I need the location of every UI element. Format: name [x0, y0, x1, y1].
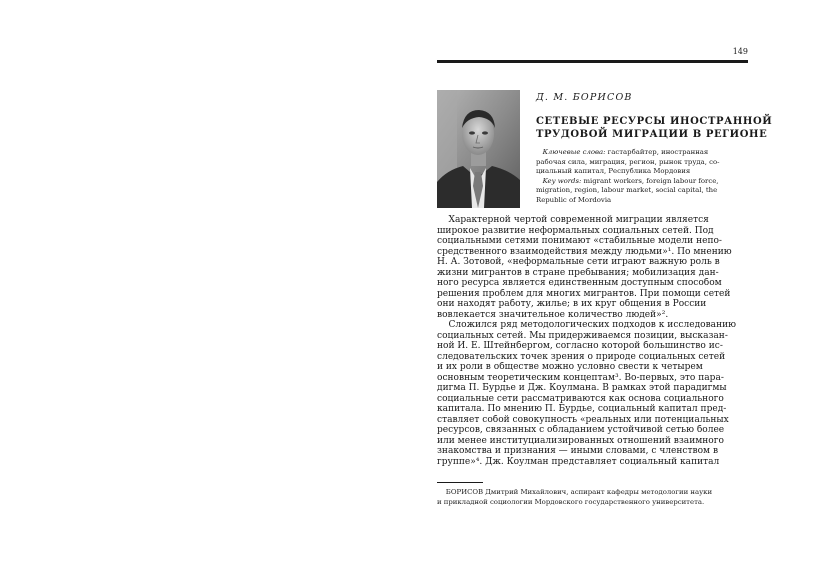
body-line: средственного взаимодействия между людьми»¹. По мнению	[437, 246, 732, 257]
body-line: ного ресурса является единственным доступным способом	[437, 278, 722, 288]
keywords-en-line	[536, 177, 748, 187]
body-line: знакомства и признания — иными словами, с членством в	[437, 446, 719, 456]
body-line: капитала. По мнению П. Бурдье, социальный капитал пред-	[437, 404, 727, 414]
body-line: жизни мигрантов в стране пребывания; мобилизация дан-	[437, 267, 719, 278]
body-line: решения проблем для многих мигрантов. При помощи сетей	[437, 288, 731, 299]
keywords-en-line: Republic of Mordovia	[536, 195, 612, 204]
keywords-en-label: Key words:	[542, 176, 582, 185]
body-line: социальных сетей. Мы придерживаемся позиции, высказан-	[437, 330, 728, 341]
body-line: ресурсов, связанных с обладанием устойчивой сетью более	[437, 425, 725, 435]
keywords-ru-label: Ключевые слова:	[542, 148, 606, 156]
keywords-block	[536, 148, 748, 205]
body-line: группе»⁴. Дж. Коулман представляет социальный капитал	[437, 456, 720, 467]
keywords-ru-line	[536, 148, 748, 158]
title-line: ТРУДОВОЙ МИГРАЦИИ В РЕГИОНЕ	[536, 128, 768, 140]
body-line: Н. А. Зотовой, «неформальные сети играют важную роль в	[437, 257, 720, 267]
header-rule	[437, 60, 748, 63]
body-line: широкое развитие неформальных социальных сетей. Под	[437, 225, 714, 236]
footnote-line: БОРИСОВ Дмитрий Михайлович, аспирант кафедры методологии науки	[437, 488, 713, 496]
article-title	[536, 116, 773, 141]
body-line: или менее институциализированных отношений взаимного	[437, 435, 724, 446]
body-line: ставляет собой совокупность «реальных или потенциальных	[437, 414, 729, 425]
body-line: и их роли в обществе можно условно свести к четырем	[437, 362, 703, 372]
author-name: Д. М. БОРИСОВ	[536, 92, 633, 103]
footnote-line: и прикладной социологии Мордовского государственного университета.	[437, 498, 705, 506]
keywords-en-text: migrant workers, foreign labour force,	[581, 176, 719, 185]
body-line: Характерной чертой современной миграции является	[437, 215, 709, 225]
title-line: СЕТЕВЫЕ РЕСУРСЫ ИНОСТРАННОЙ	[536, 116, 773, 127]
body-line: социальные сети рассматриваются как основа социального	[437, 393, 724, 404]
keywords-en-line: migration, region, labour market, social capital, the	[536, 186, 718, 194]
body-line: основным теоретическим концептам³. Во-первых, это пара-	[437, 372, 724, 383]
body-line: они находят работу, жилье; в их круг общения в России	[437, 299, 707, 309]
body-line: ной И. Е. Штейнбергом, согласно которой большинство ис-	[437, 341, 723, 351]
body-line: социальными сетями понимают «стабильные модели непо-	[437, 236, 722, 246]
body-line: следовательских точек зрения о природе социальных сетей	[437, 351, 726, 362]
footnote-rule	[437, 482, 483, 483]
author-photo	[437, 90, 520, 208]
author-footnote	[437, 487, 748, 507]
article-body	[437, 215, 748, 467]
body-line: вовлекается значительное количество людей»².	[437, 309, 669, 320]
page-number: 149	[732, 47, 748, 56]
body-line: дигма П. Бурдье и Дж. Коулмана. В рамках этой парадигмы	[437, 383, 727, 393]
keywords-ru-line: рабочая сила, миграция, регион, рынок труда, со-	[536, 157, 720, 166]
keywords-ru-line: циальный капитал, Республика Мордовия	[536, 167, 691, 175]
keywords-ru-text: гастарбайтер, иностранная	[605, 148, 709, 156]
body-line: Сложился ряд методологических подходов к исследованию	[437, 320, 737, 330]
